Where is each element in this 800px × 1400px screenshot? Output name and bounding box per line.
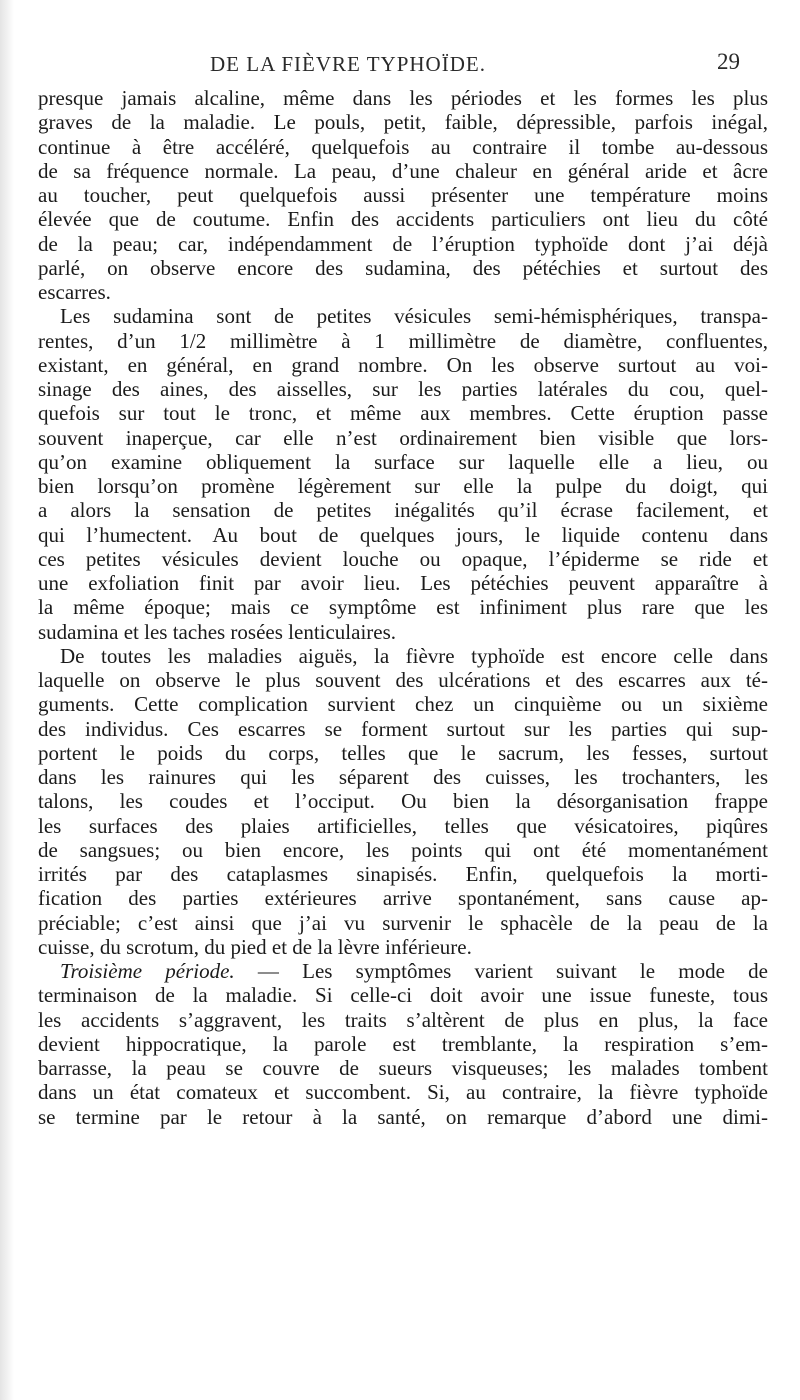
text-line: une exfoliation finit par avoir lieu. Les pétéchies peuvent apparaître à — [38, 571, 768, 595]
text-line: qui l’humectent. Au bout de quelques jours, le liquide contenu dans — [38, 522, 768, 547]
text-line: laquelle on observe le plus souvent des ulcérations et des escarres aux té- — [38, 668, 768, 692]
text-line: portent le poids du corps, telles que le sacrum, les fesses, surtout — [38, 740, 768, 765]
text-line: les accidents s’aggravent, les traits s’altèrent de plus en plus, la face — [38, 1007, 768, 1032]
section-first-line — [38, 959, 768, 983]
text-line: quefois sur tout le tronc, et même aux membres. Cette éruption passe — [38, 401, 768, 426]
text-line: existant, en général, en grand nombre. On les observe surtout au voi- — [38, 352, 768, 377]
section-first-line-text: — Les symptômes varient suivant le mode de — [234, 959, 768, 983]
page-number: 29 — [717, 49, 740, 74]
text-line: barrasse, la peau se couvre de sueurs visqueuses; les malades tombent — [38, 1056, 768, 1080]
text-line: qu’on examine obliquement la surface sur laquelle elle a lieu, ou — [38, 449, 768, 474]
text-line: préciable; c’est ainsi que j’ai vu survenir le sphacèle de la peau de la — [38, 910, 768, 935]
text-line: bien lorsqu’on promène légèrement sur elle la pulpe du doigt, qui — [38, 474, 768, 498]
text-line: élevée que de coutume. Enfin des accidents particuliers ont lieu du côté — [38, 207, 768, 232]
text-line: devient hippocratique, la parole est tremblante, la respiration s’em- — [38, 1031, 768, 1056]
text-line: talons, les coudes et l’occiput. Ou bien la désorganisation frappe — [38, 789, 768, 814]
text-line: les surfaces des plaies artificielles, telles que vésicatoires, piqûres — [38, 813, 768, 838]
text-line: parlé, on observe encore des sudamina, des pétéchies et surtout des — [38, 255, 768, 280]
text-line: de la peau; car, indépendamment de l’éruption typhoïde dont j’ai déjà — [38, 231, 768, 256]
text-line: a alors la sensation de petites inégalités qu’il écrase facilement, et — [38, 498, 768, 523]
text-line: cuisse, du scrotum, du pied et de la lèvre inférieure. — [38, 934, 472, 959]
text-line: guments. Cette complication survient chez un cinquième ou un sixième — [38, 692, 768, 717]
text-line: terminaison de la maladie. Si celle-ci doit avoir une issue funeste, tous — [38, 983, 768, 1008]
text-line: graves de la maladie. Le pouls, petit, faible, dépressible, parfois inégal, — [38, 110, 768, 135]
running-title: DE LA FIÈVRE TYPHOÏDE. — [210, 52, 486, 76]
text-line: sudamina et les taches rosées lenticulaires. — [38, 619, 397, 644]
text-line: de sangsues; ou bien encore, les points qui ont été momentanément — [38, 837, 768, 862]
body-text — [38, 86, 768, 1129]
text-line: continue à être accéléré, quelquefois au contraire il tombe au-dessous — [38, 134, 768, 159]
text-line: souvent inaperçue, car elle n’est ordinairement bien visible que lors- — [38, 425, 768, 450]
paragraph-start: Les sudamina sont de petites vésicules semi-hémisphériques, transpa- — [60, 304, 768, 329]
text-line: la même époque; mais ce symptôme est infiniment plus rare que les — [38, 595, 768, 620]
binding-shadow — [0, 0, 14, 1400]
text-line: sinage des aines, des aisselles, sur les parties latérales du cou, quel- — [38, 377, 768, 401]
text-line: presque jamais alcaline, même dans les périodes et les formes les plus — [38, 86, 768, 110]
text-line: rentes, d’un 1/2 millimètre à 1 millimètre de diamètre, confluentes, — [38, 328, 768, 353]
text-line: au toucher, peut quelquefois aussi présenter une température moins — [38, 183, 768, 207]
text-line: fication des parties extérieures arrive spontanément, sans cause ap- — [38, 886, 768, 911]
text-line: ces petites vésicules devient louche ou opaque, l’épiderme se ride et — [38, 546, 768, 571]
text-line: escarres. — [38, 280, 111, 304]
text-line: se termine par le retour à la santé, on remarque d’abord une dimi- — [38, 1104, 768, 1129]
paragraph-start: De toutes les maladies aiguës, la fièvre typhoïde est encore celle dans — [60, 643, 768, 668]
text-line: des individus. Ces escarres se forment surtout sur les parties qui sup- — [38, 716, 768, 741]
text-line: dans un état comateux et succombent. Si, au contraire, la fièvre typhoïde — [38, 1080, 768, 1105]
section-heading: Troisième période. — [60, 959, 235, 983]
text-line: dans les rainures qui les séparent des cuisses, les trochanters, les — [38, 765, 768, 789]
text-line: irrités par des cataplasmes sinapisés. Enfin, quelquefois la morti- — [38, 862, 768, 886]
text-line: de sa fréquence normale. La peau, d’une chaleur en général aride et âcre — [38, 158, 768, 183]
